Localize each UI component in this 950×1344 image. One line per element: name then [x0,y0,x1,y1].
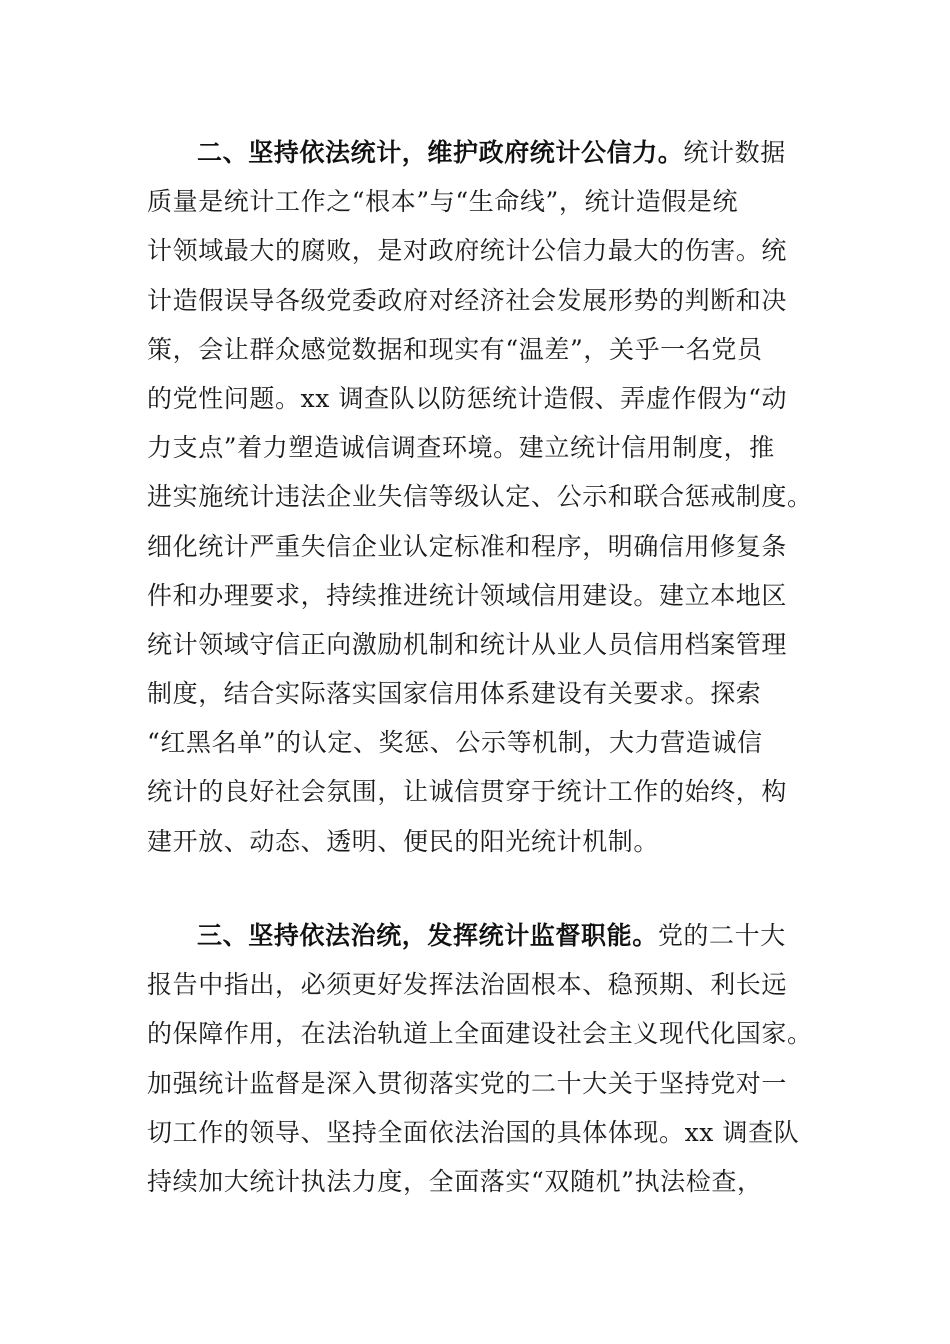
paragraph-line: 持续加大统计执法力度，全面落实“双随机”执法检查， [147,1166,763,1196]
paragraph-line: 细化统计严重失信企业认定标准和程序，明确信用修复条 [147,531,788,561]
paragraph-line: 质量是统计工作之“根本”与“生命线”，统计造假是统 [147,187,739,217]
paragraph-line: 计领域最大的腐败，是对政府统计公信力最大的伤害。统 [147,236,788,266]
paragraph-line: 加强统计监督是深入贯彻落实党的二十大关于坚持党对一 [147,1068,788,1098]
paragraph-line [147,128,807,177]
paragraph-line: 切工作的领导、坚持全面依法治国的具体体现。xx 调查队 [147,1117,800,1147]
paragraph-line: 力支点”着力塑造诚信调查环境。建立统计信用制度，推 [147,433,775,463]
paragraph-line: 统计的良好社会氛围，让诚信贯穿于统计工作的始终，构 [147,777,788,807]
section-heading: 三、坚持依法治统，发挥统计监督职能。 [197,921,658,950]
paragraph-line: 制度，结合实际落实国家信用体系建设有关要求。探索 [147,679,762,709]
paragraph-line: 计造假误导各级党委政府对经济社会发展形势的判断和决 [147,285,788,315]
paragraph-line: 统计领域守信正向激励机制和统计从业人员信用档案管理 [147,629,788,659]
paragraph-line: 报告中指出，必须更好发挥法治固根本、稳预期、利长远 [147,970,788,1000]
paragraph-line: 件和办理要求，持续推进统计领域信用建设。建立本地区 [147,580,788,610]
body-text: 党的二十大 [657,921,786,950]
section-statistics-credibility [147,128,813,866]
section-heading: 二、坚持依法统计，维护政府统计公信力。 [197,138,684,167]
paragraph-line: “红黑名单”的认定、奖惩、公示等机制，大力营造诚信 [147,728,763,758]
paragraph-line [147,911,807,960]
paragraph-line: 建开放、动态、透明、便民的阳光统计机制。 [147,826,660,856]
paragraph-line: 策，会让群众感觉数据和现实有“温差”，关乎一名党员 [147,334,763,364]
body-text: 统计数据 [683,138,786,167]
paragraph-line: 的党性问题。xx 调查队以防惩统计造假、弄虚作假为“动 [147,383,788,413]
section-statistics-supervision [147,911,813,1206]
paragraph-line: 进实施统计违法企业失信等级认定、公示和联合惩戒制度。 [147,482,813,512]
paragraph-line: 的保障作用，在法治轨道上全面建设社会主义现代化国家。 [147,1019,813,1049]
